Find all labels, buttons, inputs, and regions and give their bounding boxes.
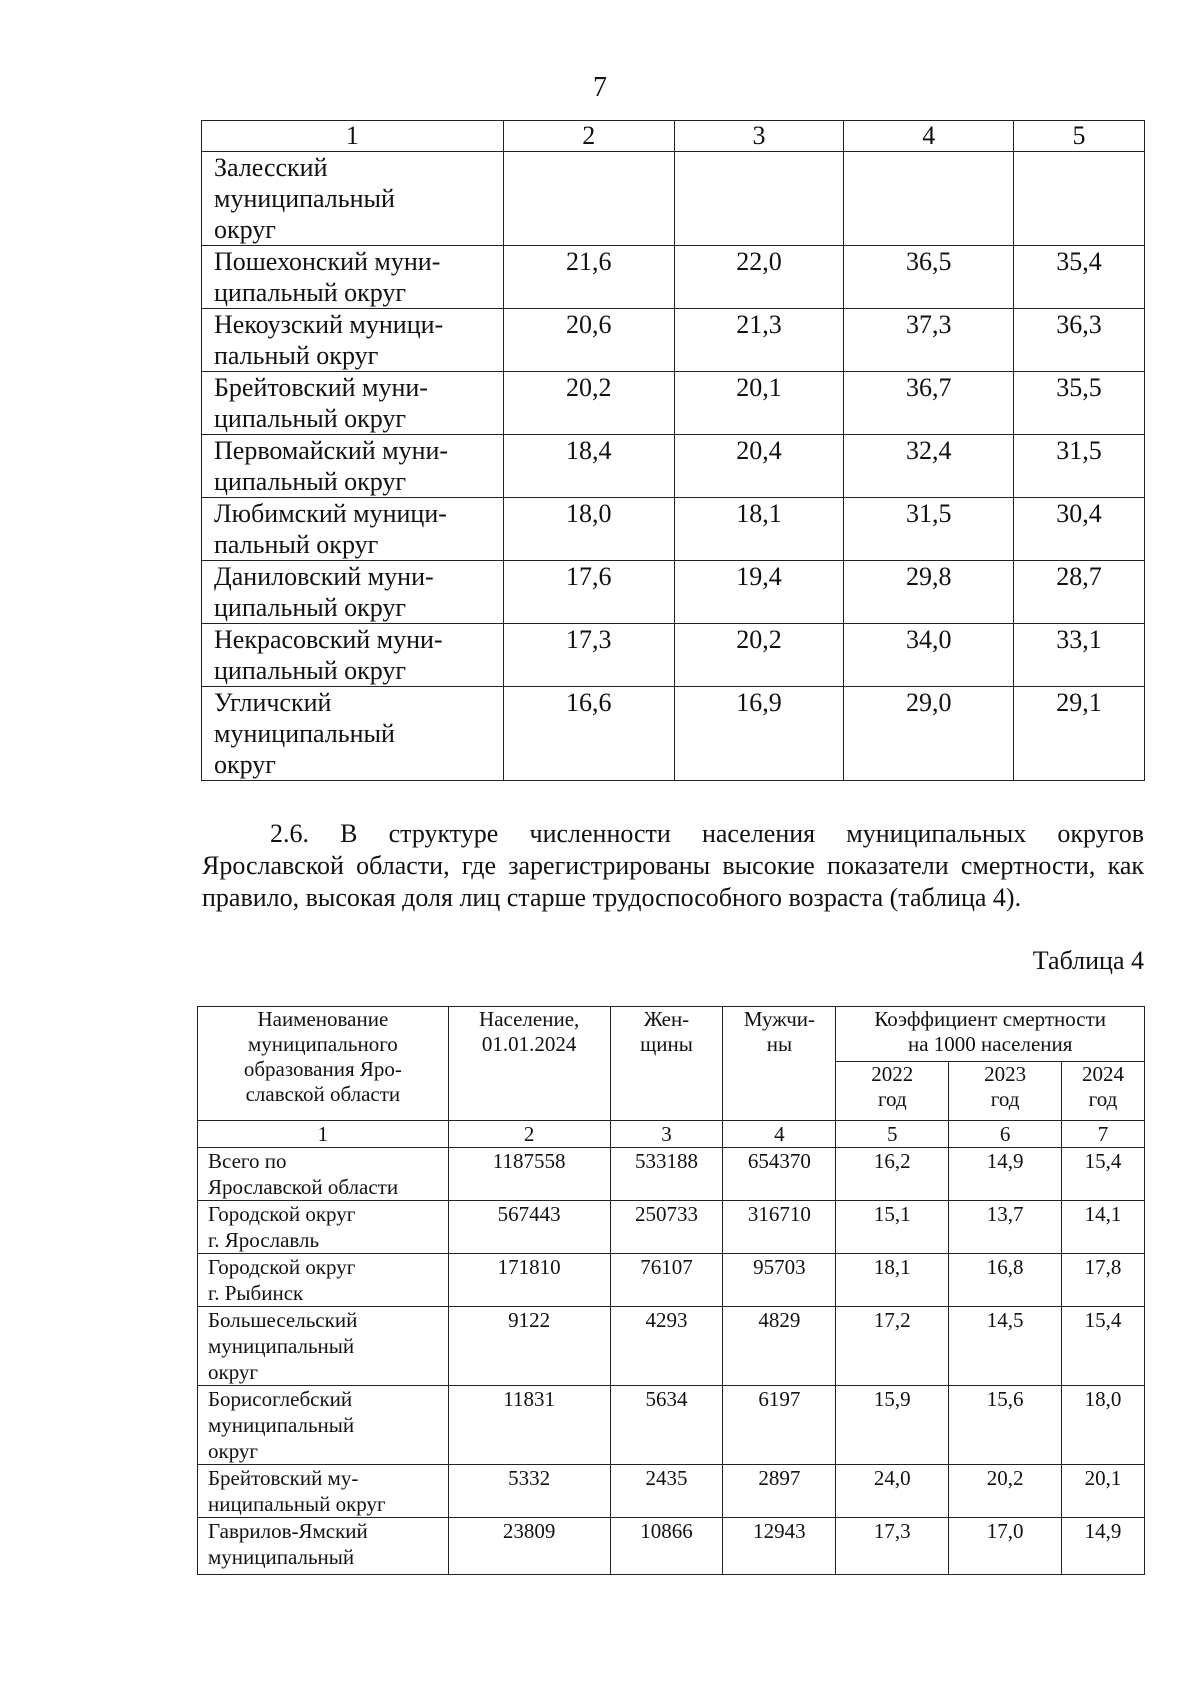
- value-cell: [674, 498, 844, 561]
- value-cell: [674, 624, 844, 687]
- value-cell: 95703: [723, 1254, 836, 1307]
- index-cell: 4: [723, 1121, 836, 1148]
- table-4-row: [198, 1254, 1145, 1307]
- value-cell: [844, 624, 1014, 687]
- index-cell: 6: [949, 1121, 1062, 1148]
- district-name: Угличский муниципальный округ: [202, 687, 504, 781]
- table-4-header-row: [198, 1007, 1145, 1062]
- value: 18,0: [565, 499, 612, 528]
- value-cell: 76107: [610, 1254, 723, 1307]
- value-cell: 13,7: [949, 1201, 1062, 1254]
- table-4: [197, 1006, 1145, 1575]
- table-4-caption: Таблица 4: [1032, 946, 1144, 975]
- value: 17,3: [565, 625, 612, 654]
- value-cell: [844, 246, 1014, 309]
- district-name: Пошехонский муни- ципальный округ: [202, 246, 504, 309]
- value-cell: 1187558: [448, 1148, 610, 1201]
- index-cell: 1: [198, 1121, 449, 1148]
- value: 31,5: [905, 499, 952, 528]
- table-4-index-row: [198, 1121, 1145, 1148]
- value-cell: [503, 561, 674, 624]
- value-cell: 17,2: [836, 1307, 949, 1386]
- value: 20,2: [565, 373, 612, 402]
- value-cell: [503, 687, 674, 781]
- table-row: [202, 372, 1145, 435]
- value-cell: [1014, 246, 1145, 309]
- header-cell: 3: [674, 121, 844, 152]
- header-women: Жен- щины: [610, 1007, 723, 1121]
- header-year-2022: 2022 год: [836, 1062, 949, 1121]
- value-cell: 17,8: [1062, 1254, 1145, 1307]
- value-cell: 15,1: [836, 1201, 949, 1254]
- value-cell: 2435: [610, 1465, 723, 1518]
- value-cell: [1014, 435, 1145, 498]
- value: 36,7: [905, 373, 952, 402]
- value-cell: 567443: [448, 1201, 610, 1254]
- value: 31,5: [1056, 436, 1102, 465]
- header-name: Наименование муниципального образования Яро- славской области: [198, 1007, 449, 1121]
- value: 18,1: [736, 499, 782, 528]
- header-cell: 5: [1014, 121, 1145, 152]
- value: 30,4: [1056, 499, 1102, 528]
- value-cell: [674, 309, 844, 372]
- value-cell: [1014, 687, 1145, 781]
- value-cell: 250733: [610, 1201, 723, 1254]
- header-cell: 1: [202, 121, 504, 152]
- value-cell: 12943: [723, 1518, 836, 1575]
- value-cell: 20,1: [1062, 1465, 1145, 1518]
- value: 16,9: [736, 688, 782, 717]
- value-cell: 9122: [448, 1307, 610, 1386]
- header-cell: 4: [844, 121, 1014, 152]
- mortality-table-continued: [201, 120, 1145, 781]
- value: 29,0: [905, 688, 952, 717]
- value-cell: 171810: [448, 1254, 610, 1307]
- value-cell: 17,0: [949, 1518, 1062, 1575]
- value-cell: 654370: [723, 1148, 836, 1201]
- value-cell: 16,8: [949, 1254, 1062, 1307]
- district-name: Даниловский муни- ципальный округ: [202, 561, 504, 624]
- value-cell: 11831: [448, 1386, 610, 1465]
- value-cell: 316710: [723, 1201, 836, 1254]
- value-cell: 18,1: [836, 1254, 949, 1307]
- value-cell: [844, 309, 1014, 372]
- value-cell: [674, 435, 844, 498]
- district-name: Некоузский муници- пальный округ: [202, 309, 504, 372]
- header-men: Мужчи- ны: [723, 1007, 836, 1121]
- page-number: 7: [593, 72, 607, 103]
- value-cell: 5634: [610, 1386, 723, 1465]
- table-4-row: [198, 1148, 1145, 1201]
- value-cell: [503, 372, 674, 435]
- value: 21,3: [736, 310, 782, 339]
- value: 37,3: [905, 310, 952, 339]
- value: 18,4: [565, 436, 612, 465]
- value-cell: [503, 498, 674, 561]
- value-cell: [1014, 152, 1145, 246]
- value: 21,6: [565, 247, 612, 276]
- table-row: [202, 309, 1145, 372]
- table-row: [202, 246, 1145, 309]
- header-year-2023: 2023 год: [949, 1062, 1062, 1121]
- municipality-name: Городской округ г. Ярославль: [198, 1201, 449, 1254]
- index-cell: 7: [1062, 1121, 1145, 1148]
- table-4-row: [198, 1465, 1145, 1518]
- value: 19,4: [736, 562, 782, 591]
- value: 32,4: [905, 436, 952, 465]
- value-cell: [844, 372, 1014, 435]
- value-cell: [503, 435, 674, 498]
- table-row: [202, 561, 1145, 624]
- header-year-2024: 2024 год: [1062, 1062, 1145, 1121]
- value-cell: 4293: [610, 1307, 723, 1386]
- table-4-row: [198, 1386, 1145, 1465]
- value-cell: [1014, 498, 1145, 561]
- value-cell: [844, 561, 1014, 624]
- value-cell: [1014, 372, 1145, 435]
- value: 22,0: [736, 247, 782, 276]
- value: 36,5: [905, 247, 952, 276]
- value-cell: 4829: [723, 1307, 836, 1386]
- value-cell: [503, 624, 674, 687]
- district-name: Первомайский муни- ципальный округ: [202, 435, 504, 498]
- district-name: Брейтовский муни- ципальный округ: [202, 372, 504, 435]
- value-cell: 20,2: [949, 1465, 1062, 1518]
- value-cell: [503, 309, 674, 372]
- value: 29,8: [905, 562, 952, 591]
- table-row: [202, 498, 1145, 561]
- value-cell: [674, 687, 844, 781]
- table-4-row: [198, 1307, 1145, 1386]
- municipality-name: Городской округ г. Рыбинск: [198, 1254, 449, 1307]
- value-cell: [1014, 309, 1145, 372]
- table-row: [202, 624, 1145, 687]
- table-4-row: [198, 1201, 1145, 1254]
- value: 20,1: [736, 373, 782, 402]
- value-cell: [503, 152, 674, 246]
- municipality-name: Большесельский муниципальный округ: [198, 1307, 449, 1386]
- value-cell: 2897: [723, 1465, 836, 1518]
- value-cell: 14,1: [1062, 1201, 1145, 1254]
- table-row: [202, 687, 1145, 781]
- header-cell: 2: [503, 121, 674, 152]
- value-cell: 15,4: [1062, 1307, 1145, 1386]
- table-row: [202, 435, 1145, 498]
- paragraph-2-6: 2.6. В структуре численности населения муниципальных округов Ярославской области, где зарегистрированы высокие показатели смертности, как правило, высокая доля лиц старше трудоспособного возраста (таблица 4).: [202, 819, 1144, 912]
- value: 16,6: [565, 688, 612, 717]
- district-name: Некрасовский муни- ципальный округ: [202, 624, 504, 687]
- value-cell: [674, 152, 844, 246]
- value-cell: 23809: [448, 1518, 610, 1575]
- value: 17,6: [565, 562, 612, 591]
- value-cell: 17,3: [836, 1518, 949, 1575]
- table-header-row: [202, 121, 1145, 152]
- value-cell: 14,9: [949, 1148, 1062, 1201]
- district-name: Любимский муници- пальный округ: [202, 498, 504, 561]
- value-cell: [1014, 624, 1145, 687]
- value-cell: 16,2: [836, 1148, 949, 1201]
- value-cell: [674, 372, 844, 435]
- value: 20,4: [736, 436, 782, 465]
- value-cell: [844, 152, 1014, 246]
- index-cell: 2: [448, 1121, 610, 1148]
- value-cell: [674, 246, 844, 309]
- value: 28,7: [1056, 562, 1102, 591]
- municipality-name: Борисоглебский муниципальный округ: [198, 1386, 449, 1465]
- index-cell: 5: [836, 1121, 949, 1148]
- value: 20,6: [565, 310, 612, 339]
- header-population: Население, 01.01.2024: [448, 1007, 610, 1121]
- table-row: [202, 152, 1145, 246]
- value: 34,0: [905, 625, 952, 654]
- value-cell: 15,4: [1062, 1148, 1145, 1201]
- value-cell: 14,5: [949, 1307, 1062, 1386]
- value: 35,5: [1056, 373, 1102, 402]
- value-cell: 24,0: [836, 1465, 949, 1518]
- header-mortality: Коэффициент смертности на 1000 населения: [836, 1007, 1145, 1062]
- value: 20,2: [736, 625, 782, 654]
- value: 33,1: [1056, 625, 1102, 654]
- municipality-name: Гаврилов-Ямский муниципальный: [198, 1518, 449, 1575]
- table-4-row: [198, 1518, 1145, 1575]
- value-cell: 15,6: [949, 1386, 1062, 1465]
- value-cell: [674, 561, 844, 624]
- value-cell: 14,9: [1062, 1518, 1145, 1575]
- value: 35,4: [1056, 247, 1102, 276]
- district-name: Залесский муниципальный округ: [202, 152, 504, 246]
- municipality-name: Брейтовский му- ниципальный округ: [198, 1465, 449, 1518]
- value-cell: 533188: [610, 1148, 723, 1201]
- index-cell: 3: [610, 1121, 723, 1148]
- value-cell: [844, 498, 1014, 561]
- value-cell: [844, 435, 1014, 498]
- value: 36,3: [1056, 310, 1102, 339]
- municipality-name: Всего по Ярославской области: [198, 1148, 449, 1201]
- value-cell: 10866: [610, 1518, 723, 1575]
- value-cell: 15,9: [836, 1386, 949, 1465]
- value-cell: 6197: [723, 1386, 836, 1465]
- value-cell: 5332: [448, 1465, 610, 1518]
- value-cell: [1014, 561, 1145, 624]
- value: 29,1: [1056, 688, 1102, 717]
- value-cell: [503, 246, 674, 309]
- value-cell: [844, 687, 1014, 781]
- value-cell: 18,0: [1062, 1386, 1145, 1465]
